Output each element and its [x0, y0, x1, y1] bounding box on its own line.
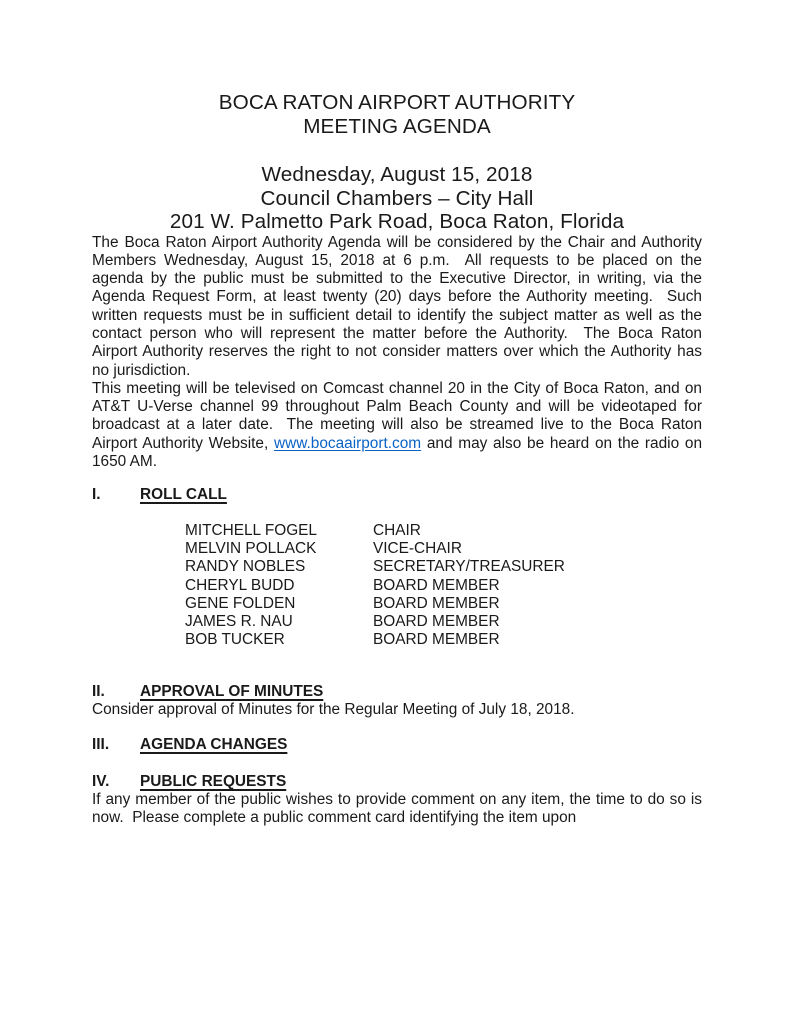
member-title: BOARD MEMBER: [373, 613, 500, 631]
intro-paragraph-2: [92, 380, 702, 471]
section-numeral-roll-call: I.: [92, 486, 101, 504]
section-heading-public-requests: [92, 773, 702, 791]
section-title-approval-of-minutes: APPROVAL OF MINUTES: [140, 682, 324, 700]
member-name: MITCHELL FOGEL: [185, 521, 317, 539]
member-title: BOARD MEMBER: [373, 631, 500, 649]
member-title: VICE-CHAIR: [373, 539, 462, 557]
member-title: CHAIR: [373, 521, 421, 539]
intro-paragraph-2-before-link: This meeting will be televised on Comcast channel 20 in the City of Boca Raton, and on AT&T U-Verse channel 99 throughout Palm Beach County and will be videotaped for broadcast at a later date. The meeting will also be streamed live to the Boca Raton Airport Authority Website,: [92, 379, 702, 452]
member-title: BOARD MEMBER: [373, 594, 500, 612]
member-name: CHERYL BUDD: [185, 576, 295, 594]
document-title-line1: BOCA RATON AIRPORT AUTHORITY: [218, 91, 576, 114]
roll-call-row: [185, 613, 702, 631]
roll-call-row: [185, 631, 702, 649]
roll-call-list: [185, 522, 702, 650]
section-title-public-requests: PUBLIC REQUESTS: [140, 772, 287, 790]
approval-of-minutes-body: Consider approval of Minutes for the Regular Meeting of July 18, 2018.: [92, 701, 575, 719]
intro-paragraph-2-after-link: and may also be heard on the radio on 1650 AM.: [92, 434, 703, 471]
member-name: BOB TUCKER: [185, 631, 285, 649]
roll-call-row: [185, 522, 702, 540]
member-name: JAMES R. NAU: [185, 613, 293, 631]
member-name: GENE FOLDEN: [185, 594, 296, 612]
section-heading-agenda-changes: [92, 736, 702, 754]
meeting-location: Council Chambers – City Hall: [260, 186, 534, 210]
document-title-line2: MEETING AGENDA: [303, 114, 491, 138]
section-heading-approval-of-minutes: [92, 683, 702, 701]
member-name: RANDY NOBLES: [185, 558, 306, 576]
document-title: [92, 91, 702, 138]
meeting-date: Wednesday, August 15, 2018: [261, 163, 533, 186]
roll-call-row: [185, 558, 702, 576]
public-requests-body: If any member of the public wishes to provide comment on any item, the time to do so is now. Please complete a public comment card identifying the item upon: [92, 790, 702, 827]
section-title-agenda-changes: AGENDA CHANGES: [140, 736, 288, 754]
section-numeral-agenda-changes: III.: [92, 736, 110, 754]
meeting-info: [92, 163, 702, 234]
member-name: MELVIN POLLACK: [185, 539, 317, 557]
roll-call-row: [185, 577, 702, 595]
section-title-roll-call: ROLL CALL: [140, 486, 227, 504]
section-numeral-approval-of-minutes: II.: [92, 682, 105, 700]
member-title: SECRETARY/TREASURER: [373, 558, 565, 576]
roll-call-row: [185, 595, 702, 613]
section-heading-roll-call: [92, 486, 702, 504]
member-title: BOARD MEMBER: [373, 576, 500, 594]
website-link[interactable]: www.bocaairport.com: [274, 434, 422, 452]
roll-call-row: [185, 540, 702, 558]
intro-paragraph-1: The Boca Raton Airport Authority Agenda will be considered by the Chair and Authority Members Wednesday, August 15, 2018 at 6 p.m. All requests to be placed on the agenda by the public must be submitted to the Executive Director, in writing, via the Agenda Request Form, at least twenty (20) days before the Authority meeting. Such written requests must be in sufficient detail to identify the subject matter as well as the contact person who will represent the matter before the Authority. The Boca Raton Airport Authority reserves the right to not consider matters over which the Authority has no jurisdiction.: [92, 233, 702, 379]
section-numeral-public-requests: IV.: [92, 772, 110, 790]
meeting-address: 201 W. Palmetto Park Road, Boca Raton, Florida: [169, 210, 625, 233]
